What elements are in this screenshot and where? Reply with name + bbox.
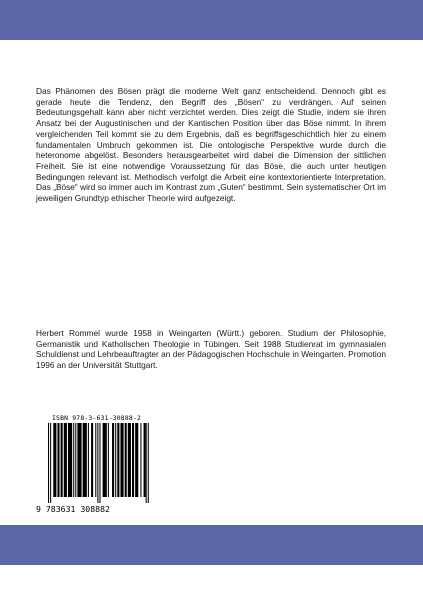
barcode-bar [48, 423, 49, 503]
barcode-bar [140, 423, 141, 497]
author-bio [36, 328, 386, 371]
barcode-bar [125, 423, 127, 497]
barcode-digits: 9 783631 308882 [36, 504, 110, 514]
barcode-bar [68, 423, 72, 497]
barcode-bar [117, 423, 119, 497]
barcode-bar [95, 423, 96, 497]
summary-paragraph: Das Phänomen des Bösen prägt die moderne Welt ganz entscheidend. Dennoch gibt es gerade heute die Tendenz, den Begriff des „Bösen“ zu verdrängen. Auf seinen Bedeutungsgehalt kann aber nicht verzichtet werden. Dies zeigt die Studie, indem sie ihren Ansatz bei der Augustinischen und der Kantischen Position über das Böse nimmt. In ihrem vergleichenden Teil kommt sie zu dem Ergebnis, daß es begriffsgeschichtlich hier zu einem fundamentalen Umbruch gekommen ist. Die ontologische Perspektive wurde durch die heteronome abgelöst. Besonders herausgearbeitet wird dabei die Dimension der sittlichen Freiheit. Sie ist eine notwendige Voraussetzung für das Böse, die auch unter heutigen Bedingungen relevant ist. Methodisch verfolgt die Arbeit eine kontextorientierte Interpretation. Das „Böse“ wird so immer auch im Kontrast zum „Guten“ bestimmt. Sein systematischer Ort im jeweiligen Grundtyp ethischer Theorie wird aufgezeigt. [36, 86, 386, 204]
barcode-bar [108, 423, 109, 497]
barcode-bar [77, 423, 81, 497]
barcode-bar [53, 423, 56, 497]
barcode-bar [146, 423, 147, 503]
barcode-bar [91, 423, 93, 497]
barcode-bar [83, 423, 87, 497]
barcode-bar [57, 423, 59, 497]
author-bio-paragraph: Herbert Rommel wurde 1958 in Weingarten (Württ.) geboren. Studium der Philosophie, Germanistik und Katholischen Theologie in Tübingen. Seit 1988 Studienrat im gymnasialen Schuldienst und Lehrbeauftragter an der Pädagogischen Hochschule in Weingarten. Promotion 1996 an der Universität Stuttgart. [36, 328, 386, 371]
barcode-bars [46, 423, 154, 503]
barcode-bar [50, 423, 51, 503]
barcode-bar [103, 423, 107, 497]
barcode-bar [120, 423, 123, 497]
book-summary [36, 86, 386, 204]
barcode-bar [135, 423, 138, 497]
top-color-band [0, 0, 423, 40]
isbn-label: ISBN 978-3-631-30888-2 [52, 414, 142, 422]
barcode-bar [73, 423, 74, 497]
bottom-color-band [0, 525, 423, 565]
barcode-bar [132, 423, 134, 497]
barcode-bar [128, 423, 131, 497]
barcode-bar [97, 423, 98, 503]
barcode-bar [144, 423, 146, 497]
barcode-bar [99, 423, 100, 503]
barcode-bar [61, 423, 63, 497]
barcode-bar [75, 423, 76, 497]
barcode-bar [148, 423, 149, 503]
barcode-bar [64, 423, 67, 497]
barcode-bar [112, 423, 114, 497]
barcode-bar [88, 423, 89, 497]
isbn-barcode [36, 414, 166, 514]
barcode-bar [115, 423, 116, 497]
